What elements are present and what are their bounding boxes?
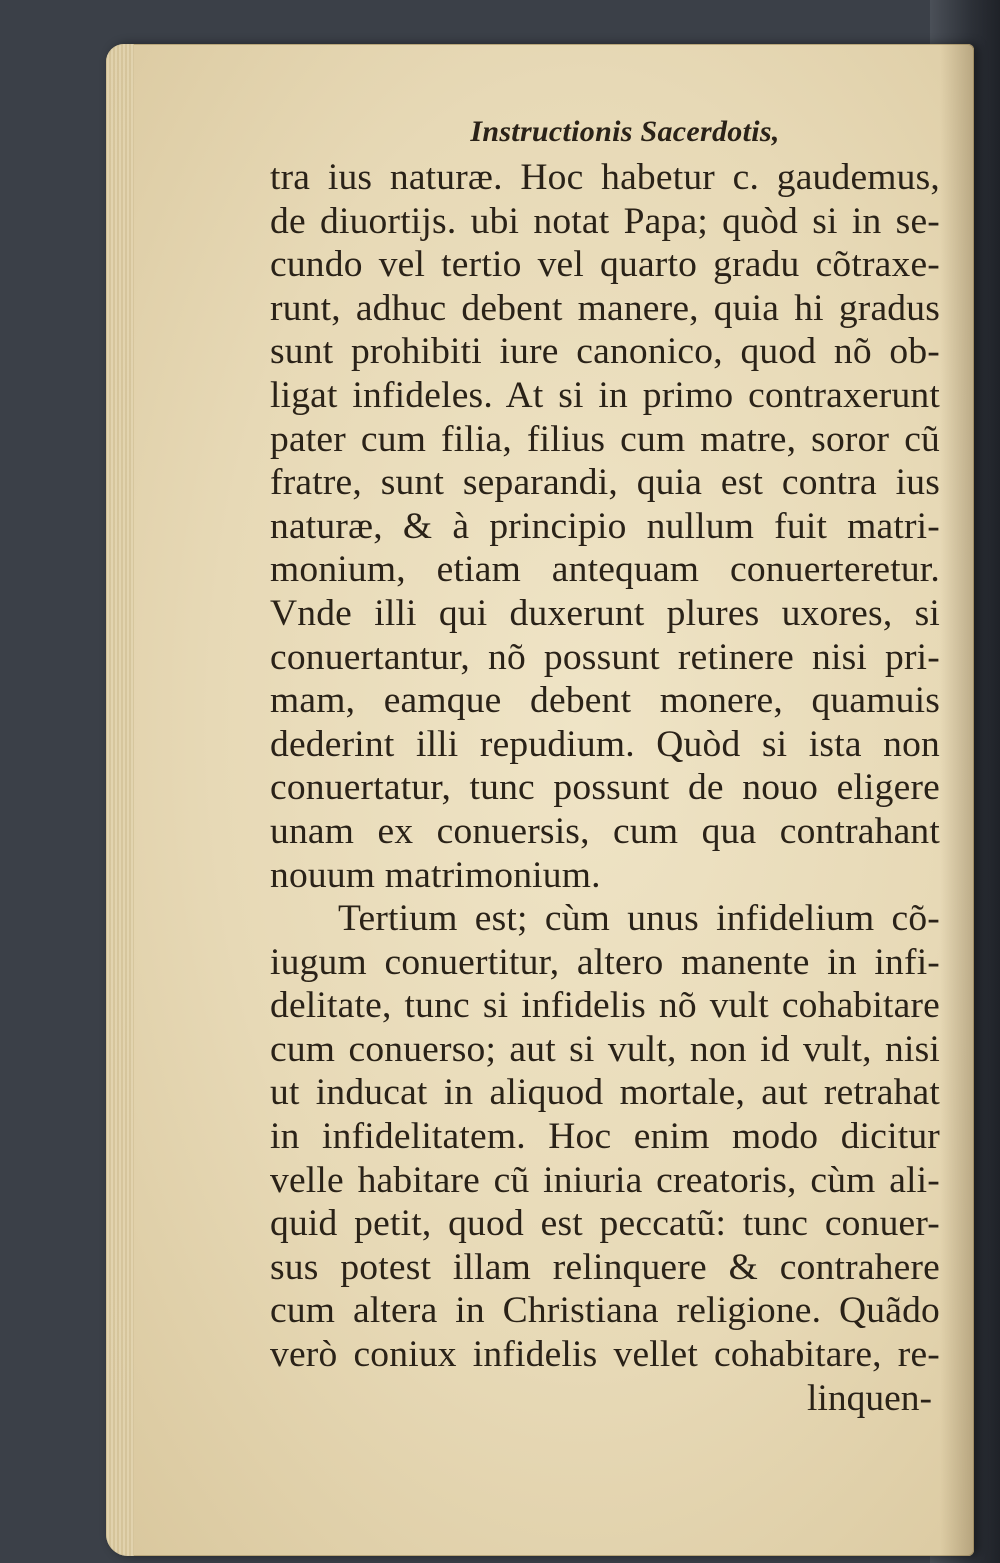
text-line: de diuortijs. ubi notat Papa; quòd si in se- — [270, 200, 940, 242]
text-line: delitate, tunc si infidelis nõ vult cohabitare — [270, 985, 940, 1027]
text-line: runt, adhuc debent manere, quia hi gradus — [270, 287, 940, 329]
text-line: sus potest illam relinquere & contrahere — [270, 1246, 940, 1288]
text-line: ligat infideles. At si in primo contraxerunt — [270, 374, 940, 416]
text-line: mam, eamque debent monere, quamuis — [270, 680, 940, 722]
page-text-block — [270, 112, 940, 1420]
text-line: verò coniux infidelis vellet cohabitare, re- — [270, 1334, 940, 1376]
text-line: cum altera in Christiana religione. Quãdo — [270, 1290, 940, 1332]
text-line: in infidelitatem. Hoc enim modo dicitur — [270, 1116, 940, 1158]
text-line: cum conuerso; aut si vult, non id vult, nisi — [270, 1028, 940, 1070]
text-line: fratre, sunt separandi, quia est contra ius — [270, 462, 940, 504]
text-line: Vnde illi qui duxerunt plures uxores, si — [270, 592, 940, 634]
catchword: linquen- — [807, 1377, 932, 1419]
page-fore-edge — [106, 44, 134, 1556]
paragraph-start-line: Tertium est; cùm unus infidelium cõ- — [338, 898, 940, 940]
text-line: quid petit, quod est peccatũ: tunc conuer- — [270, 1203, 940, 1245]
text-line: velle habitare cũ iniuria creatoris, cùm ali- — [270, 1159, 940, 1201]
text-line: conuertatur, tunc possunt de nouo eligere — [270, 767, 940, 809]
text-line: pater cum filia, filius cum matre, soror cũ — [270, 418, 940, 460]
text-line: nouum matrimonium. — [270, 854, 601, 896]
text-line: tra ius naturæ. Hoc habetur c. gaudemus, — [270, 157, 940, 198]
text-line: unam ex conuersis, cum qua contrahant — [270, 810, 940, 852]
text-line: cundo vel tertio vel quarto gradu cõtraxe- — [270, 244, 940, 286]
text-line: dederint illi repudium. Quòd si ista non — [270, 723, 940, 765]
text-line: iugum conuertitur, altero manente in infi- — [270, 941, 940, 983]
text-line: ut inducat in aliquod mortale, aut retrahat — [270, 1072, 940, 1114]
text-line: conuertantur, nõ possunt retinere nisi pri- — [270, 636, 940, 678]
running-head: Instructionis Sacerdotis, — [470, 115, 780, 148]
text-line: sunt prohibiti iure canonico, quod nõ ob- — [270, 331, 940, 373]
text-line: naturæ, & à principio nullum fuit matri- — [270, 505, 940, 547]
gutter-shadow — [940, 44, 974, 1556]
text-line: monium, etiam antequam conuerteretur. — [270, 549, 940, 591]
